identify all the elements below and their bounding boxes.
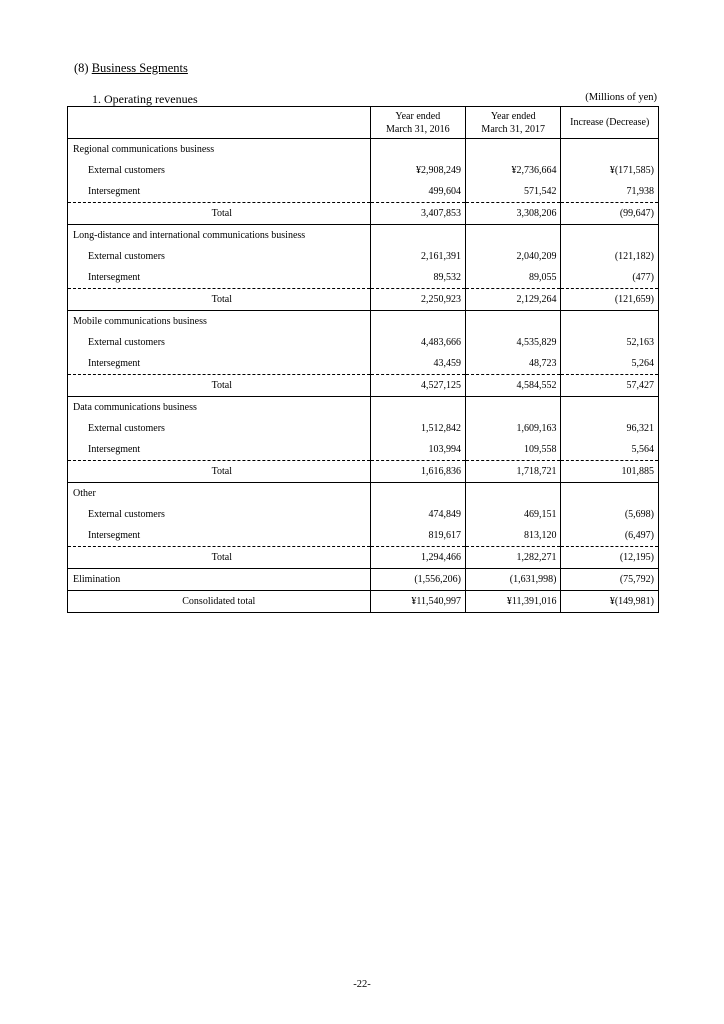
- row-value: 5,264: [561, 353, 659, 375]
- row-label: Intersegment: [68, 181, 371, 203]
- row-value: 2,129,264: [466, 289, 561, 311]
- segment-total-row: [68, 547, 659, 569]
- row-value: 3,407,853: [370, 203, 465, 225]
- segment-total-row: [68, 375, 659, 397]
- table-header-row: [68, 107, 659, 139]
- row-value: [370, 311, 465, 333]
- row-value: 499,604: [370, 181, 465, 203]
- header-fy2016: Year ended March 31, 2016: [370, 107, 465, 139]
- row-value: 5,564: [561, 439, 659, 461]
- segment-total-row: [68, 203, 659, 225]
- intersegment-row: [68, 525, 659, 547]
- row-value: 71,938: [561, 181, 659, 203]
- row-value: [370, 225, 465, 247]
- intersegment-row: [68, 267, 659, 289]
- row-value: ¥11,540,997: [370, 591, 465, 613]
- row-value: 4,584,552: [466, 375, 561, 397]
- row-value: ¥(171,585): [561, 160, 659, 181]
- row-value: 96,321: [561, 418, 659, 439]
- header-blank: [68, 107, 371, 139]
- subsection-title: 1. Operating revenues: [92, 92, 198, 106]
- row-value: [370, 139, 465, 161]
- row-value: 571,542: [466, 181, 561, 203]
- row-value: ¥(149,981): [561, 591, 659, 613]
- row-value: [370, 483, 465, 505]
- row-value: [466, 139, 561, 161]
- row-value: 89,532: [370, 267, 465, 289]
- page-number: -22-: [353, 979, 371, 990]
- row-label: External customers: [68, 418, 371, 439]
- row-value: 2,161,391: [370, 246, 465, 267]
- row-label: Intersegment: [68, 353, 371, 375]
- row-value: 813,120: [466, 525, 561, 547]
- row-label: External customers: [68, 160, 371, 181]
- segment-total-row: [68, 289, 659, 311]
- row-value: (99,647): [561, 203, 659, 225]
- header-change: Increase (Decrease): [561, 107, 659, 139]
- intersegment-row: [68, 353, 659, 375]
- units-note: (Millions of yen): [585, 92, 657, 103]
- row-value: (1,556,206): [370, 569, 465, 591]
- external-customers-row: [68, 418, 659, 439]
- row-label: Long-distance and international communications business: [68, 225, 371, 247]
- row-value: ¥2,908,249: [370, 160, 465, 181]
- row-label: Intersegment: [68, 525, 371, 547]
- segment-heading-row: [68, 225, 659, 247]
- row-value: [466, 225, 561, 247]
- segment-total-row: [68, 461, 659, 483]
- row-value: 1,609,163: [466, 418, 561, 439]
- row-value: 1,294,466: [370, 547, 465, 569]
- row-value: 2,040,209: [466, 246, 561, 267]
- segment-heading-row: [68, 311, 659, 333]
- row-label: Mobile communications business: [68, 311, 371, 333]
- header-fy2017: Year ended March 31, 2017: [466, 107, 561, 139]
- row-value: 1,512,842: [370, 418, 465, 439]
- external-customers-row: [68, 160, 659, 181]
- row-value: 52,163: [561, 332, 659, 353]
- row-value: 109,558: [466, 439, 561, 461]
- row-value: [561, 311, 659, 333]
- row-value: (12,195): [561, 547, 659, 569]
- row-label: Intersegment: [68, 267, 371, 289]
- row-value: (1,631,998): [466, 569, 561, 591]
- elimination-row: [68, 569, 659, 591]
- row-value: (5,698): [561, 504, 659, 525]
- row-value: 103,994: [370, 439, 465, 461]
- row-label: Elimination: [68, 569, 371, 591]
- row-value: 4,535,829: [466, 332, 561, 353]
- intersegment-row: [68, 439, 659, 461]
- row-label: Total: [68, 461, 371, 483]
- row-value: 4,483,666: [370, 332, 465, 353]
- row-value: 43,459: [370, 353, 465, 375]
- row-value: [370, 397, 465, 419]
- row-value: [466, 397, 561, 419]
- row-label: Total: [68, 547, 371, 569]
- row-value: ¥2,736,664: [466, 160, 561, 181]
- row-value: 1,718,721: [466, 461, 561, 483]
- section-title: Business Segments: [91, 61, 188, 75]
- section-heading: [74, 61, 188, 76]
- row-label: Total: [68, 375, 371, 397]
- segment-heading-row: [68, 397, 659, 419]
- row-value: [466, 483, 561, 505]
- row-label: Other: [68, 483, 371, 505]
- row-label: Total: [68, 203, 371, 225]
- section-number: (8): [74, 61, 89, 75]
- row-label: External customers: [68, 332, 371, 353]
- external-customers-row: [68, 332, 659, 353]
- row-value: 57,427: [561, 375, 659, 397]
- row-value: 89,055: [466, 267, 561, 289]
- row-value: (477): [561, 267, 659, 289]
- row-value: [561, 397, 659, 419]
- row-value: 819,617: [370, 525, 465, 547]
- row-value: 474,849: [370, 504, 465, 525]
- row-value: (75,792): [561, 569, 659, 591]
- row-label: Data communications business: [68, 397, 371, 419]
- segment-heading-row: [68, 139, 659, 161]
- row-value: 101,885: [561, 461, 659, 483]
- row-value: 1,282,271: [466, 547, 561, 569]
- intersegment-row: [68, 181, 659, 203]
- row-value: [561, 483, 659, 505]
- row-value: ¥11,391,016: [466, 591, 561, 613]
- row-label: Intersegment: [68, 439, 371, 461]
- consolidated-total-row: [68, 591, 659, 613]
- row-label: Regional communications business: [68, 139, 371, 161]
- row-value: 48,723: [466, 353, 561, 375]
- row-value: (121,659): [561, 289, 659, 311]
- row-value: 1,616,836: [370, 461, 465, 483]
- row-value: 3,308,206: [466, 203, 561, 225]
- row-value: (6,497): [561, 525, 659, 547]
- external-customers-row: [68, 504, 659, 525]
- segment-heading-row: [68, 483, 659, 505]
- external-customers-row: [68, 246, 659, 267]
- operating-revenues-table: [67, 106, 659, 613]
- row-label: External customers: [68, 246, 371, 267]
- row-value: (121,182): [561, 246, 659, 267]
- row-value: [561, 139, 659, 161]
- row-value: [466, 311, 561, 333]
- row-label: Total: [68, 289, 371, 311]
- row-label: External customers: [68, 504, 371, 525]
- row-value: 2,250,923: [370, 289, 465, 311]
- row-value: 469,151: [466, 504, 561, 525]
- row-value: 4,527,125: [370, 375, 465, 397]
- row-label: Consolidated total: [68, 591, 371, 613]
- row-value: [561, 225, 659, 247]
